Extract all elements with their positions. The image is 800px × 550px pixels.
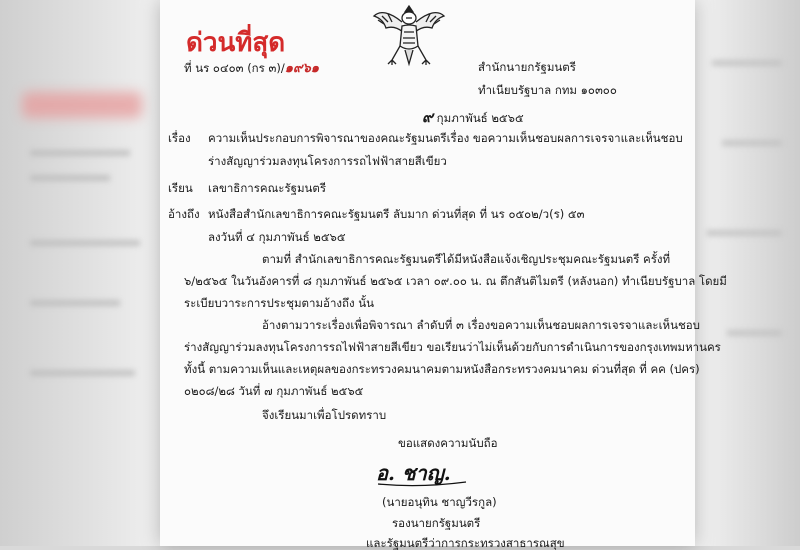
body-paragraph-2-line: ร่างสัญญาร่วมลงทุนโครงการรถไฟฟ้าสายสีเขียว ขอเรียนว่าไม่เห็นด้วยกับการดำเนินการของกรุงเทพมหานคร <box>184 340 721 354</box>
handwritten-date-day: ๙ <box>422 108 433 126</box>
body-paragraph-2-line: ๐๒๐๘/๒๘ วันที่ ๗ กุมภาพันธ์ ๒๕๖๕ <box>184 384 364 398</box>
blurred-text-line <box>722 140 782 146</box>
body-paragraph-1-line: ตามที่ สำนักเลขาธิการคณะรัฐมนตรีได้มีหนังสือแจ้งเชิญประชุมคณะรัฐมนตรี ครั้งที่ <box>262 252 671 266</box>
blurred-text-line <box>727 330 782 336</box>
blurred-text-line <box>712 60 782 66</box>
blurred-red-heading <box>22 92 142 118</box>
body-paragraph-1-line: ระเบียบวาระการประชุมตามอ้างถึง นั้น <box>184 296 374 310</box>
reference-line-2: ลงวันที่ ๔ กุมภาพันธ์ ๒๕๖๕ <box>208 230 346 244</box>
letter-document <box>160 0 727 550</box>
body-paragraph-2-line: อ้างตามวาระเรื่องเพื่อพิจารณา ลำดับที่ ๓ เรื่องขอความเห็นชอบผลการเจรจาและเห็นชอบ <box>262 318 700 332</box>
blurred-text-line <box>30 300 120 306</box>
subject-line-2: ร่างสัญญาร่วมลงทุนโครงการรถไฟฟ้าสายสีเขียว <box>208 154 447 168</box>
blurred-text-line <box>30 240 140 246</box>
handwritten-reference-number: ๑๙๖๑ <box>284 61 319 76</box>
blurred-text-line <box>30 370 135 376</box>
garuda-emblem-icon <box>370 2 448 68</box>
reference-number <box>184 62 319 75</box>
letter-date <box>422 110 524 125</box>
regards-line: ขอแสดงความนับถือ <box>398 436 498 450</box>
blurred-text-line <box>30 175 110 181</box>
signer-title-2: และรัฐมนตรีว่าการกระทรวงสาธารณสุข <box>366 536 565 550</box>
date-month-year: กุมภาพันธ์ ๒๕๖๕ <box>436 111 524 125</box>
reference-prefix: ที่ นร ๐๔๐๓ (กร ๓)/ <box>184 61 285 75</box>
signer-title-1: รองนายกรัฐมนตรี <box>392 516 481 530</box>
signer-name: (นายอนุทิน ชาญวีรกูล) <box>382 495 497 509</box>
body-paragraph-1-line: ๖/๒๕๖๕ ในวันอังคารที่ ๘ กุมภาพันธ์ ๒๕๖๕ เวลา ๐๙.๐๐ น. ณ ตึกสันติไมตรี (หลังนอก) ทำเนียบรัฐบาล โดยมี <box>184 274 727 288</box>
sender-location: ทำเนียบรัฐบาล กทม ๑๐๓๐๐ <box>478 83 617 97</box>
recipient-label: เรียน <box>168 181 193 195</box>
reference-label: อ้างถึง <box>168 207 200 221</box>
handwritten-signature <box>370 454 490 490</box>
sender-office: สำนักนายกรัฐมนตรี <box>478 60 576 74</box>
blurred-text-line <box>707 230 782 236</box>
blurred-background-left <box>0 0 160 546</box>
body-paragraph-2-line: ทั้งนี้ ตามความเห็นและเหตุผลของกระทรวงคมนาคมตามหนังสือกระทรวงคมนาคม ด่วนที่สุด ที่ คค (ปคร) <box>184 362 700 376</box>
subject-label: เรื่อง <box>168 131 191 145</box>
urgency-stamp: ด่วนที่สุด <box>186 28 286 58</box>
recipient-value: เลขาธิการคณะรัฐมนตรี <box>208 181 327 195</box>
subject-line-1: ความเห็นประกอบการพิจารณาของคณะรัฐมนตรีเรื่อง ขอความเห็นชอบผลการเจรจาและเห็นชอบ <box>208 131 683 145</box>
blurred-text-line <box>30 150 130 156</box>
signature-mark: อ. ชาญ. <box>376 461 451 485</box>
blurred-background-right <box>695 0 800 546</box>
closing-line: จึงเรียนมาเพื่อโปรดทราบ <box>262 408 387 422</box>
reference-line-1: หนังสือสำนักเลขาธิการคณะรัฐมนตรี ลับมาก ด่วนที่สุด ที่ นร ๐๕๐๒/ว(ร) ๕๓ <box>208 207 585 221</box>
